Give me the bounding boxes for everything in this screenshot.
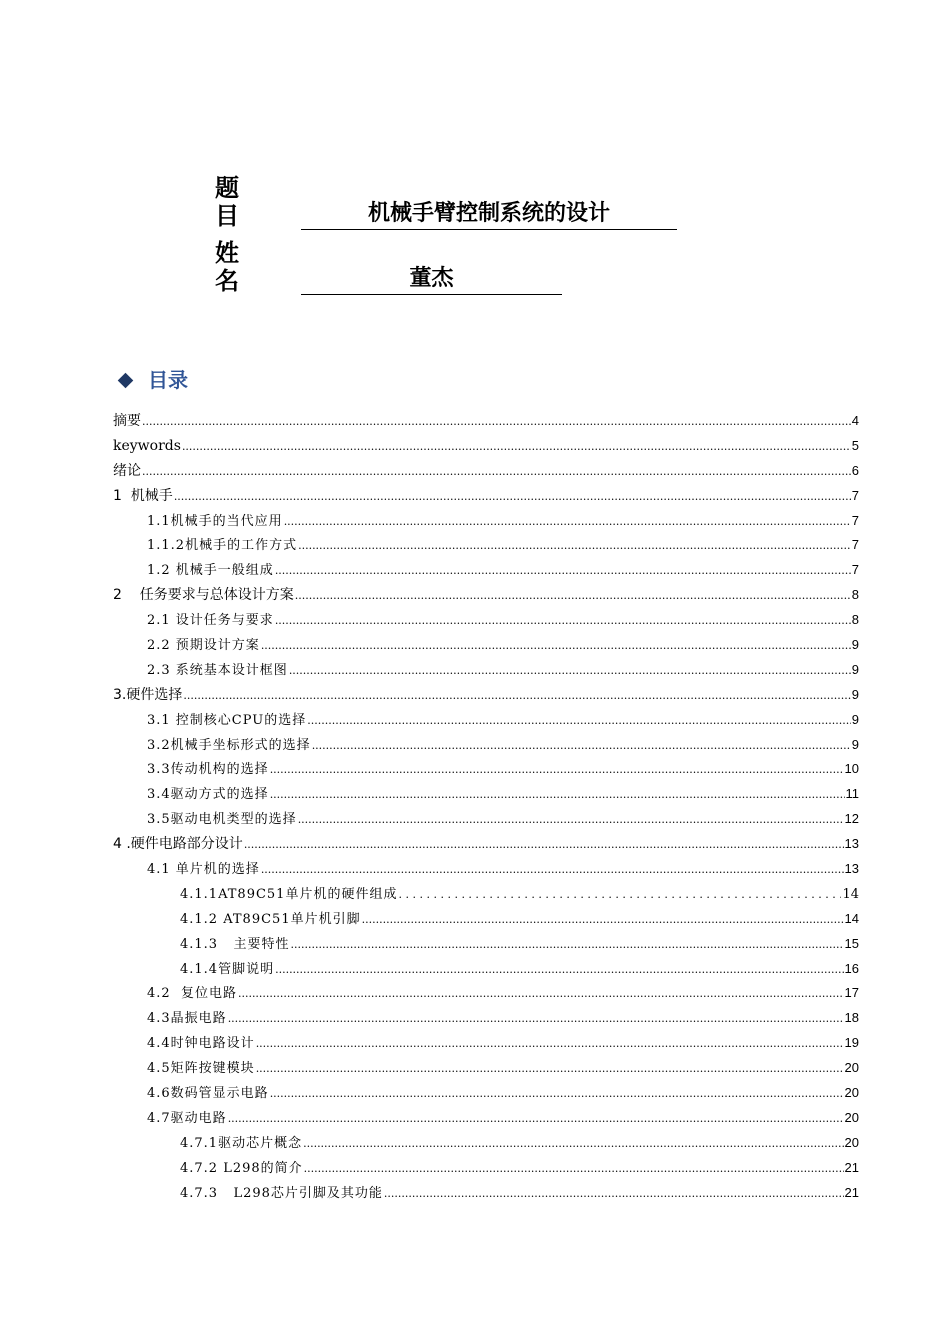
toc-entry-text: 4 .硬件电路部分设计 <box>113 836 243 853</box>
toc-entry-page: 9 <box>851 711 859 727</box>
toc-entry-text: 2.3 系统基本设计框图 <box>147 662 288 678</box>
toc-heading-text: 目录 <box>148 368 188 392</box>
toc-entry-page: 20 <box>844 1085 859 1101</box>
toc-entry[interactable] <box>113 434 859 459</box>
toc-entry-page: 19 <box>844 1035 859 1051</box>
toc-entry[interactable] <box>113 907 859 932</box>
name-label: 姓 名 <box>215 238 251 295</box>
dot-leader <box>270 782 845 808</box>
dot-leader <box>312 733 851 759</box>
dot-leader <box>238 981 844 1007</box>
dot-leader <box>384 1181 844 1207</box>
toc-entry-page: 10 <box>844 761 859 777</box>
toc-entry[interactable] <box>113 658 859 683</box>
toc-entry-text: 1.2 机械手一般组成 <box>147 563 274 579</box>
toc-entry[interactable] <box>113 608 859 633</box>
toc-entry-page: 13 <box>844 861 859 877</box>
toc-entry[interactable] <box>113 882 859 907</box>
dot-leader <box>174 484 851 510</box>
toc-entry[interactable] <box>113 1031 859 1056</box>
toc-entry[interactable] <box>113 957 859 982</box>
toc-entry-text: 4.7驱动电路 <box>147 1110 227 1126</box>
toc-entry-page: 4 <box>851 413 859 428</box>
dot-leader <box>182 434 851 460</box>
toc-entry-page: 11 <box>845 786 859 802</box>
toc-entry[interactable] <box>113 1106 859 1131</box>
toc-entry-page: 20 <box>844 1060 859 1076</box>
toc-entry[interactable] <box>113 1056 859 1081</box>
toc-entry-text: 3.5驱动电机类型的选择 <box>147 812 297 828</box>
dot-leader <box>275 558 851 584</box>
toc-entry[interactable] <box>113 583 859 608</box>
dot-leader <box>228 1006 844 1032</box>
toc-entry[interactable] <box>113 981 859 1006</box>
dot-leader <box>275 957 843 983</box>
dot-leader <box>284 509 851 535</box>
toc-entry[interactable] <box>113 857 859 882</box>
toc-entry-text: 2 任务要求与总体设计方案 <box>113 587 294 604</box>
toc-entry[interactable] <box>113 1081 859 1106</box>
toc-entry-page: 12 <box>844 811 859 827</box>
toc-heading <box>118 366 188 394</box>
toc-entry-page: 5 <box>851 437 859 453</box>
toc-entry-page: 20 <box>844 1134 859 1150</box>
toc-entry[interactable] <box>113 733 859 758</box>
toc-entry-page: 21 <box>844 1184 859 1200</box>
toc-entry[interactable] <box>113 757 859 782</box>
toc-entry-page: 8 <box>851 587 859 603</box>
toc-entry-text: 2.2 预期设计方案 <box>147 638 260 654</box>
toc-entry[interactable] <box>113 708 859 733</box>
toc-entry[interactable] <box>113 1156 859 1181</box>
dot-leader <box>142 459 851 485</box>
dot-leader <box>261 857 844 883</box>
toc-entry-page: 17 <box>844 985 859 1001</box>
toc-entry-text: 4.3晶振电路 <box>147 1011 227 1027</box>
toc-entry[interactable] <box>113 1131 859 1156</box>
toc-entry-page: 16 <box>844 960 859 976</box>
toc-entry-page: 7 <box>851 512 859 528</box>
toc-entry-text: 4.1.1AT89C51单片机的硬件组成 <box>180 886 398 902</box>
dot-leader <box>261 633 851 659</box>
toc-entry-page: 15 <box>844 935 859 951</box>
toc-entry-page: 9 <box>851 686 859 702</box>
toc-entry-text: 4.7.1驱动芯片概念 <box>180 1135 303 1151</box>
toc-entry-page: 20 <box>844 1109 859 1125</box>
toc-entry[interactable] <box>113 484 859 509</box>
toc-entry[interactable] <box>113 533 859 558</box>
toc-entry-page: 21 <box>844 1159 859 1175</box>
title-label: 题 目 <box>215 173 251 230</box>
table-of-contents <box>113 409 859 1206</box>
toc-entry-text: 4.7.2 L298的简介 <box>180 1160 303 1176</box>
toc-entry-text: 2.1 设计任务与要求 <box>147 613 274 629</box>
toc-entry-text: 4.6数码管显示电路 <box>147 1086 269 1102</box>
toc-entry-text: 4.1.2 AT89C51单片机引脚 <box>180 911 361 927</box>
toc-entry[interactable] <box>113 1006 859 1031</box>
toc-entry-page: 7 <box>851 562 859 578</box>
toc-entry-text: 4.5矩阵按键模块 <box>147 1061 255 1077</box>
dot-leader <box>298 807 844 833</box>
toc-entry[interactable] <box>113 782 859 807</box>
dot-leader <box>256 1031 844 1057</box>
toc-entry-text: 3.4驱动方式的选择 <box>147 787 269 803</box>
dot-leader <box>298 533 851 559</box>
toc-entry-text: 4.1 单片机的选择 <box>147 862 260 878</box>
toc-entry[interactable] <box>113 633 859 658</box>
toc-entry-page: 18 <box>844 1010 859 1026</box>
dot-leader <box>290 932 843 958</box>
toc-entry[interactable] <box>113 509 859 534</box>
toc-entry-page: 8 <box>851 612 859 628</box>
toc-entry-text: 3.3传动机构的选择 <box>147 762 269 778</box>
toc-entry-text: 3.硬件选择 <box>113 686 183 703</box>
toc-entry-text: 摘要 <box>113 413 141 429</box>
name-value: 董杰 <box>301 264 562 295</box>
toc-entry-page: 14 <box>844 910 859 926</box>
toc-entry-text: 4.1.4管脚说明 <box>180 961 275 977</box>
toc-entry[interactable] <box>113 558 859 583</box>
toc-entry[interactable] <box>113 1181 859 1206</box>
toc-entry-text: 4.1.3 主要特性 <box>180 936 290 952</box>
cover-name-row <box>215 238 562 295</box>
toc-entry-text: 4.2 复位电路 <box>147 986 237 1002</box>
cover-title-row <box>215 173 677 230</box>
toc-entry-text: keywords <box>113 437 181 454</box>
toc-entry-text: 1.1机械手的当代应用 <box>147 513 283 529</box>
dot-leader <box>398 882 841 908</box>
toc-entry-page: 9 <box>851 736 859 752</box>
toc-entry-text: 绪论 <box>113 462 141 479</box>
toc-entry[interactable] <box>113 807 859 832</box>
dot-leader <box>289 658 851 684</box>
toc-entry-page: 9 <box>851 661 859 677</box>
toc-entry-page: 13 <box>844 836 859 852</box>
dot-leader <box>142 409 851 435</box>
title-value: 机械手臂控制系统的设计 <box>301 199 677 230</box>
dot-leader <box>304 1156 844 1182</box>
toc-entry-page: 6 <box>851 462 859 478</box>
toc-entry-text: 3.1 控制核心CPU的选择 <box>147 712 307 728</box>
dot-leader <box>270 1081 844 1107</box>
dot-leader <box>228 1106 844 1132</box>
toc-entry[interactable] <box>113 409 859 434</box>
toc-entry-text: 1 机械手 <box>113 487 173 504</box>
toc-entry-text: 1.1.2机械手的工作方式 <box>147 538 298 554</box>
toc-entry-text: 4.4时钟电路设计 <box>147 1036 255 1052</box>
dot-leader <box>275 608 851 634</box>
toc-entry-page: 7 <box>851 487 859 503</box>
toc-entry[interactable] <box>113 683 859 708</box>
toc-entry-page: 7 <box>851 537 859 553</box>
toc-entry[interactable] <box>113 932 859 957</box>
toc-entry-text: 4.7.3 L298芯片引脚及其功能 <box>180 1185 383 1201</box>
toc-entry-text: 3.2机械手坐标形式的选择 <box>147 737 311 753</box>
toc-entry[interactable] <box>113 459 859 484</box>
dot-leader <box>183 683 850 709</box>
toc-entry[interactable] <box>113 832 859 857</box>
dot-leader <box>256 1056 844 1082</box>
dot-leader <box>362 907 844 933</box>
dot-leader <box>307 708 851 734</box>
toc-entry-page: 14 <box>842 886 859 902</box>
diamond-bullet-icon <box>118 372 134 388</box>
dot-leader <box>303 1131 843 1157</box>
dot-leader <box>295 583 851 609</box>
toc-entry-page: 9 <box>851 637 859 653</box>
dot-leader <box>270 757 844 783</box>
dot-leader <box>244 832 844 858</box>
